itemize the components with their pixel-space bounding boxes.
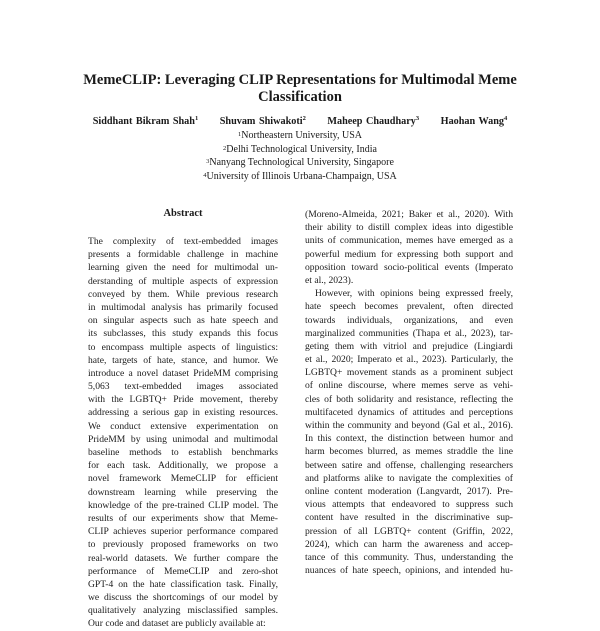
author-affiliation-mark: 1	[194, 115, 199, 122]
affiliation-name: University of Illinois Urbana-Champaign, USA	[206, 170, 397, 182]
author-list	[0, 116, 600, 127]
author	[327, 116, 419, 127]
text-line: on singular aspects such as hate speech and	[88, 315, 278, 327]
text-line: in multimodal analysis has primarily focused	[88, 301, 278, 313]
text-line: multifaceted dynamics of attitudes and perceptions	[305, 406, 513, 418]
text-line: The complexity of text-embedded images	[88, 236, 278, 247]
text-line: harm becomes blurred, as memes straddle the line	[305, 446, 513, 458]
text-line: geting them with vitriol and prejudice (Lingiardi	[305, 340, 513, 352]
text-line: vious attempts that endeavored to suppress such	[305, 499, 513, 511]
text-line: for each task. Additionally, we propose a	[88, 460, 278, 472]
text-line: its subclasses, this study expands this focus	[88, 328, 278, 340]
text-line: content have resulted in the discriminative sup-	[305, 512, 513, 524]
affiliation-mark: 2	[223, 144, 227, 152]
text-line: opposition toward socio-political events (Imperato	[305, 261, 513, 273]
text-line: pression of all LGBTQ+ content (Griffin, 2022,	[305, 525, 513, 537]
text-line: addressing a serious gap in existing resources.	[88, 407, 278, 419]
affiliation	[0, 143, 600, 157]
introduction-body	[305, 208, 513, 577]
text-line: towards individuals, organizations, and even	[305, 314, 513, 326]
text-line: real-world datasets. We further compare the	[88, 552, 278, 564]
text-line: GPT-4 on the hate classification task. Finally,	[88, 578, 278, 590]
text-line: performance of MemeCLIP and zero-shot	[88, 565, 278, 577]
affiliation-mark: 3	[206, 158, 210, 165]
author-name: Haohan Wang	[440, 116, 505, 127]
paper-title-line-2: Classification	[258, 89, 342, 105]
affiliation	[0, 129, 600, 143]
affiliation-name: Nanyang Technological University, Singapore	[209, 157, 394, 168]
author	[93, 116, 198, 127]
paper-title	[0, 72, 600, 106]
text-line: online content moderation (Langvardt, 2017). Pre-	[305, 485, 513, 497]
affiliation-mark: 4	[203, 171, 207, 179]
paper-title-line-1: MemeCLIP: Leveraging CLIP Representations for Multimodal Meme	[83, 72, 517, 88]
author-name: Siddhant Bikram Shah	[92, 116, 195, 127]
affiliation-list	[0, 129, 600, 183]
text-line: LGBTQ+ movement stands as a prominent subject	[305, 367, 513, 379]
text-line: tance of this community. Thus, understanding the	[305, 551, 513, 563]
text-line: downstream learning while preserving the	[88, 486, 278, 498]
author-name: Shuvam Shiwakoti	[219, 116, 303, 127]
text-line: presents a formidable challenge in machine	[88, 249, 278, 261]
text-line: derstanding of multiple aspects of expression	[88, 275, 278, 287]
affiliation	[0, 156, 600, 170]
author	[220, 116, 306, 127]
text-line: cles of both solidarity and resistance, reflecting the	[305, 393, 513, 405]
text-line: between satire and offense, challenging researchers	[305, 459, 513, 471]
text-line: results of our experiments show that Meme-	[88, 512, 278, 524]
text-line: introduce a novel dataset PrideMM comprising	[88, 367, 278, 379]
text-line: et al., 2020; Imperato et al., 2023). Particularly, the	[305, 354, 513, 366]
abstract-body	[88, 235, 278, 631]
text-line: However, with opinions being expressed freely,	[315, 288, 513, 300]
text-line: their ability to distill complex ideas into digestible	[305, 222, 513, 234]
text-line: baseline methods to establish benchmarks	[88, 447, 278, 458]
abstract-heading: Abstract	[163, 208, 203, 219]
text-line: CLIP achieves superior performance compared	[88, 526, 278, 538]
text-line: et al., 2023).	[305, 274, 354, 286]
text-line: Our code and dataset are publicly available at:	[88, 618, 266, 630]
text-line: hate speech becomes prevalent, often directed	[305, 301, 513, 313]
text-line: PrideMM by using unimodal and multimodal	[88, 433, 278, 445]
affiliation	[0, 170, 600, 184]
text-line: In this context, the distinction between humor and	[305, 433, 513, 445]
text-line: units of communication, memes have emerged as a	[305, 235, 513, 247]
text-line: We conduct extensive experimentation on	[88, 420, 278, 432]
text-line: within the community and beyond (Gal et al., 2016).	[305, 420, 513, 431]
text-line: knowledge of the pre-trained CLIP model. The	[88, 499, 278, 511]
text-line: hate, targets of hate, stance, and humor. We	[88, 354, 278, 366]
text-line: (Moreno-Almeida, 2021; Baker et al., 2020). With	[305, 209, 513, 220]
text-line: marginalized communities (Thapa et al., 2023), tar-	[305, 327, 513, 339]
affiliation-name: Delhi Technological University, India	[226, 143, 377, 155]
text-line: to previously proposed frameworks on two	[88, 539, 278, 551]
affiliation-name: Northeastern University, USA	[241, 130, 362, 141]
affiliation-mark: 1	[238, 131, 242, 138]
text-line: nuances of hate speech, opinions, and intended hu-	[305, 565, 513, 577]
text-line: powerful medium for expressing both support and	[305, 248, 513, 260]
author-affiliation-mark: 3	[415, 115, 420, 122]
text-line: novel framework MemeCLIP for efficient	[88, 473, 278, 485]
text-line: conveyed by them. While previous research	[88, 288, 278, 300]
text-line: we discuss the shortcomings of our model by	[88, 592, 278, 604]
text-line: 2024), which can harm the awareness and accep-	[305, 538, 513, 550]
text-line: 5,063 text-embedded images associated	[88, 381, 278, 393]
text-line: qualitatively analyzing misclassified samples.	[88, 605, 278, 617]
text-line: with the LGBTQ+ Pride movement, thereby	[88, 394, 278, 406]
author	[441, 116, 508, 127]
text-line: and platforms alike to navigate the complexities of	[305, 472, 513, 484]
text-line: to encompass multiple aspects of linguistics:	[88, 341, 278, 353]
author-name: Maheep Chaudhary	[327, 116, 416, 127]
author-affiliation-mark: 2	[302, 115, 306, 122]
text-line: of online discourse, where memes serve as vehi-	[305, 380, 513, 392]
author-affiliation-mark: 4	[504, 115, 508, 122]
text-line: learning given the need for multimodal un-	[88, 262, 278, 274]
